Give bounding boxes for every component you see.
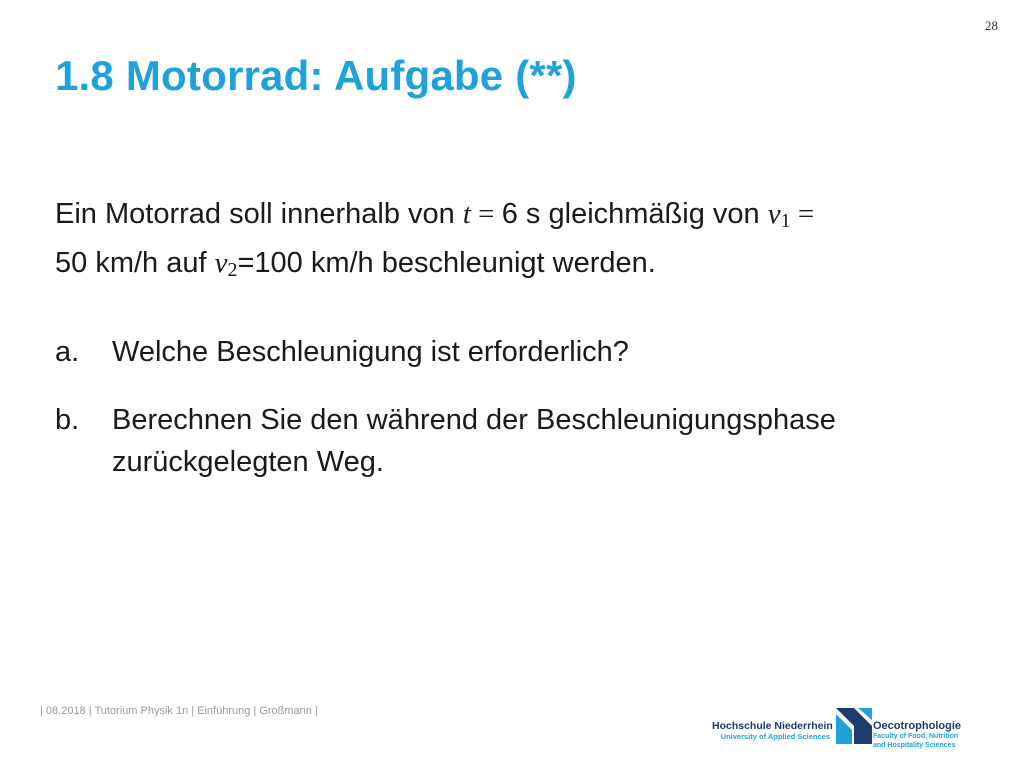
variable-v2 xyxy=(215,247,238,279)
task-text: Berechnen Sie den während der Beschleunigungsphase zurückgelegten Weg. xyxy=(112,404,836,478)
v1-subscript: 1 xyxy=(780,210,791,232)
slide-body xyxy=(55,193,985,509)
faculty-subtitle-line-1: Faculty of Food, Nutrition xyxy=(873,733,959,740)
intro-text-3: 50 km/h auf xyxy=(55,247,215,279)
faculty-logo-text xyxy=(873,720,1002,750)
variable-v1 xyxy=(768,198,791,230)
task-item-b xyxy=(55,399,985,483)
intro-text-1: Ein Motorrad soll innerhalb von xyxy=(55,198,463,230)
problem-statement xyxy=(55,193,985,291)
hochschule-logo-text xyxy=(712,720,833,742)
equals-sign-2: = xyxy=(790,198,815,230)
task-label: b. xyxy=(55,404,80,436)
intro-text-2: 6 s gleichmäßig von xyxy=(501,198,768,230)
faculty-name: Oecotrophologie xyxy=(873,720,961,732)
page-number: 28 xyxy=(985,18,998,33)
hochschule-subtitle: University of Applied Sciences xyxy=(720,732,830,741)
v2-symbol: v xyxy=(214,247,228,279)
footer-logos xyxy=(712,703,1002,755)
slide-footer: | 08.2018 | Tutorium Physik 1n | Einführung | Großmann | xyxy=(40,705,318,717)
v2-subscript: 2 xyxy=(227,259,238,281)
hochschule-niederrhein-mark-icon xyxy=(832,704,874,746)
intro-text-4: =100 km/h beschleunigt werden. xyxy=(237,247,656,279)
task-item-a xyxy=(55,331,985,373)
slide-title: 1.8 Motorrad: Aufgabe (**) xyxy=(55,52,577,99)
hochschule-name: Hochschule Niederrhein xyxy=(712,720,833,732)
task-text: Welche Beschleunigung ist erforderlich? xyxy=(112,336,629,368)
variable-t: t xyxy=(462,198,471,230)
equals-sign: = xyxy=(470,198,502,230)
faculty-subtitle-line-2: and Hospitality Sciences xyxy=(873,741,956,749)
v1-symbol: v xyxy=(767,198,781,230)
task-label: a. xyxy=(55,336,80,368)
task-list xyxy=(55,331,985,483)
